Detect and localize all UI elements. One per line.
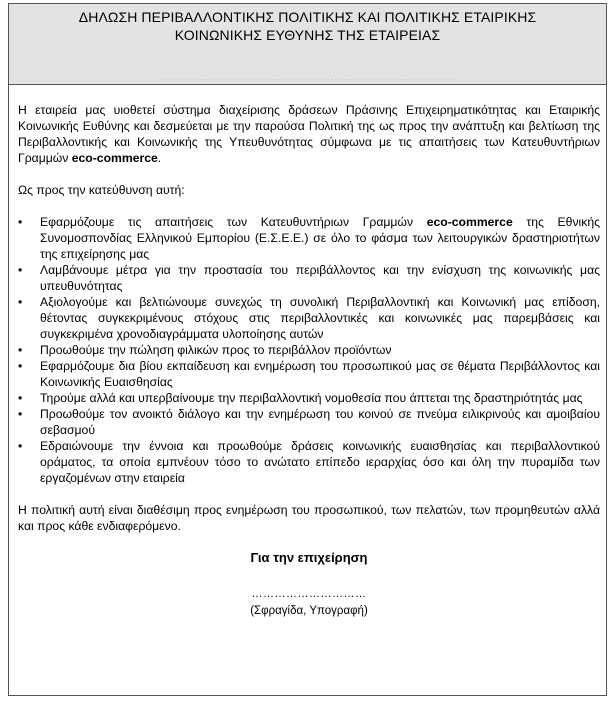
signature-block (18, 550, 600, 619)
list-item-text: Λαμβάνουμε μέτρα για την προστασία του περιβάλλοντος και την ενίσχυση της κοινωνικής μας υπευθυνότητας (40, 263, 600, 293)
list-item-text: Εφαρμόζουμε δια βίου εκπαίδευση και ενημέρωση του προσωπικού μας σε θέματα Περιβάλλοντος και Κοινωνικής Ευαισθησίας (40, 359, 600, 389)
list-item (18, 214, 600, 262)
intro-text: Η εταιρεία μας υιοθετεί σύστημα διαχείρισης δράσεων Πράσινης Επιχειρηματικότητας και Εταιρικής Κοινωνικής Ευθύνης και δεσμεύεται με την παρούσα Πολιτική της ως προς την ανάπτυξη και βελτίωση της Περιβαλλοντικής και Κοινωνικής της Υπευθυνότητας σύμφωνα με τις απαιτήσεις των Κατευθυντήριων Γραμμών (18, 103, 600, 165)
list-item (18, 438, 600, 486)
document-body (18, 102, 600, 619)
signature-line: ………………………… (251, 588, 367, 600)
list-item (18, 342, 600, 358)
signature-label: (Σφραγίδα, Υπογραφή) (250, 605, 368, 617)
intro-paragraph (18, 102, 600, 166)
list-item-brand: eco-commerce (426, 215, 513, 229)
list-item (18, 406, 600, 438)
signature-title: Για την επιχείρηση (250, 550, 368, 565)
list-item-text: Προωθούμε την πώληση φιλικών προς το περιβάλλον προϊόντων (40, 343, 392, 357)
intro-end: . (157, 151, 162, 165)
list-item (18, 390, 600, 406)
list-item-text: Αξιολογούμε και βελτιώνουμε συνεχώς τη συνολική Περιβαλλοντική και Κοινωνική μας επίδοση, θέτοντας συγκεκριμένους στόχους στις περιβαλλοντικές και κοινωνικές μας παρεμβάσεις και συγκεκριμένα χρονοδιαγράμματα υλοποίησης αυτών (40, 295, 600, 341)
closing-paragraph: Η πολιτική αυτή είναι διαθέσιμη προς ενημέρωση του προσωπικού, των πελατών, των προμηθευτών αλλά και προς κάθε ενδιαφερόμενο. (18, 503, 600, 533)
list-item-text: Προωθούμε τον ανοικτό διάλογο και την ενημέρωση του κοινού σε πνεύμα ειλικρινούς και αμοιβαίου σεβασμού (40, 407, 600, 437)
title-line-1: ΔΗΛΩΣΗ ΠΕΡΙΒΑΛΛΟΝΤΙΚΗΣ ΠΟΛΙΤΙΚΗΣ ΚΑΙ ΠΟΛΙΤΙΚΗΣ ΕΤΑΙΡΙΚΗΣ (78, 9, 537, 25)
bullet-icon: • (18, 391, 23, 405)
list-item-text-end: της Εθνικής Συνομοσπονδίας Ελληνικού Εμπορίου (Ε.Σ.Ε.Ε.) σε όλο το φάσμα των λειτουργικών δραστηριοτήτων της επιχείρησης μας (40, 215, 600, 261)
list-item-text: Εδραιώνουμε την έννοια και προωθούμε δράσεις κοινωνικής ευαισθησίας και περιβαλλοντικού οράματος, τα οποία εμπνέουν τόσο το ανώτατο επίπεδο ιεραρχίας όσο και όλη την πυραμίδα των εργαζομένων στην εταιρεία (40, 439, 600, 485)
commitments-list (18, 214, 600, 486)
document-title (9, 8, 606, 44)
bullet-icon: • (18, 407, 23, 421)
list-item (18, 262, 600, 294)
document-header (9, 4, 606, 85)
list-item-text: Τηρούμε αλλά και υπερβαίνουμε την περιβαλλοντική νομοθεσία που άπτεται της δραστηριότητάς μας (40, 391, 583, 405)
bullet-icon: • (18, 215, 23, 229)
bullet-icon: • (18, 263, 23, 277)
list-item (18, 358, 600, 390)
header-dotted-line: .......................................................................................... (159, 72, 456, 83)
title-line-2: ΚΟΙΝΩΝΙΚΗΣ ΕΥΘΥΝΗΣ ΤΗΣ ΕΤΑΙΡΕΙΑΣ (174, 27, 441, 43)
bullet-icon: • (18, 359, 23, 373)
direction-paragraph: Ως προς την κατεύθυνση αυτή: (18, 183, 185, 197)
bullet-icon: • (18, 295, 23, 309)
intro-brand: eco-commerce (71, 151, 158, 165)
bullet-icon: • (18, 439, 23, 453)
bullet-icon: • (18, 343, 23, 357)
list-item (18, 294, 600, 342)
policy-document (8, 3, 607, 696)
list-item-text: Εφαρμόζουμε τις απαιτήσεις των Κατευθυντήριων Γραμμών (40, 215, 427, 229)
